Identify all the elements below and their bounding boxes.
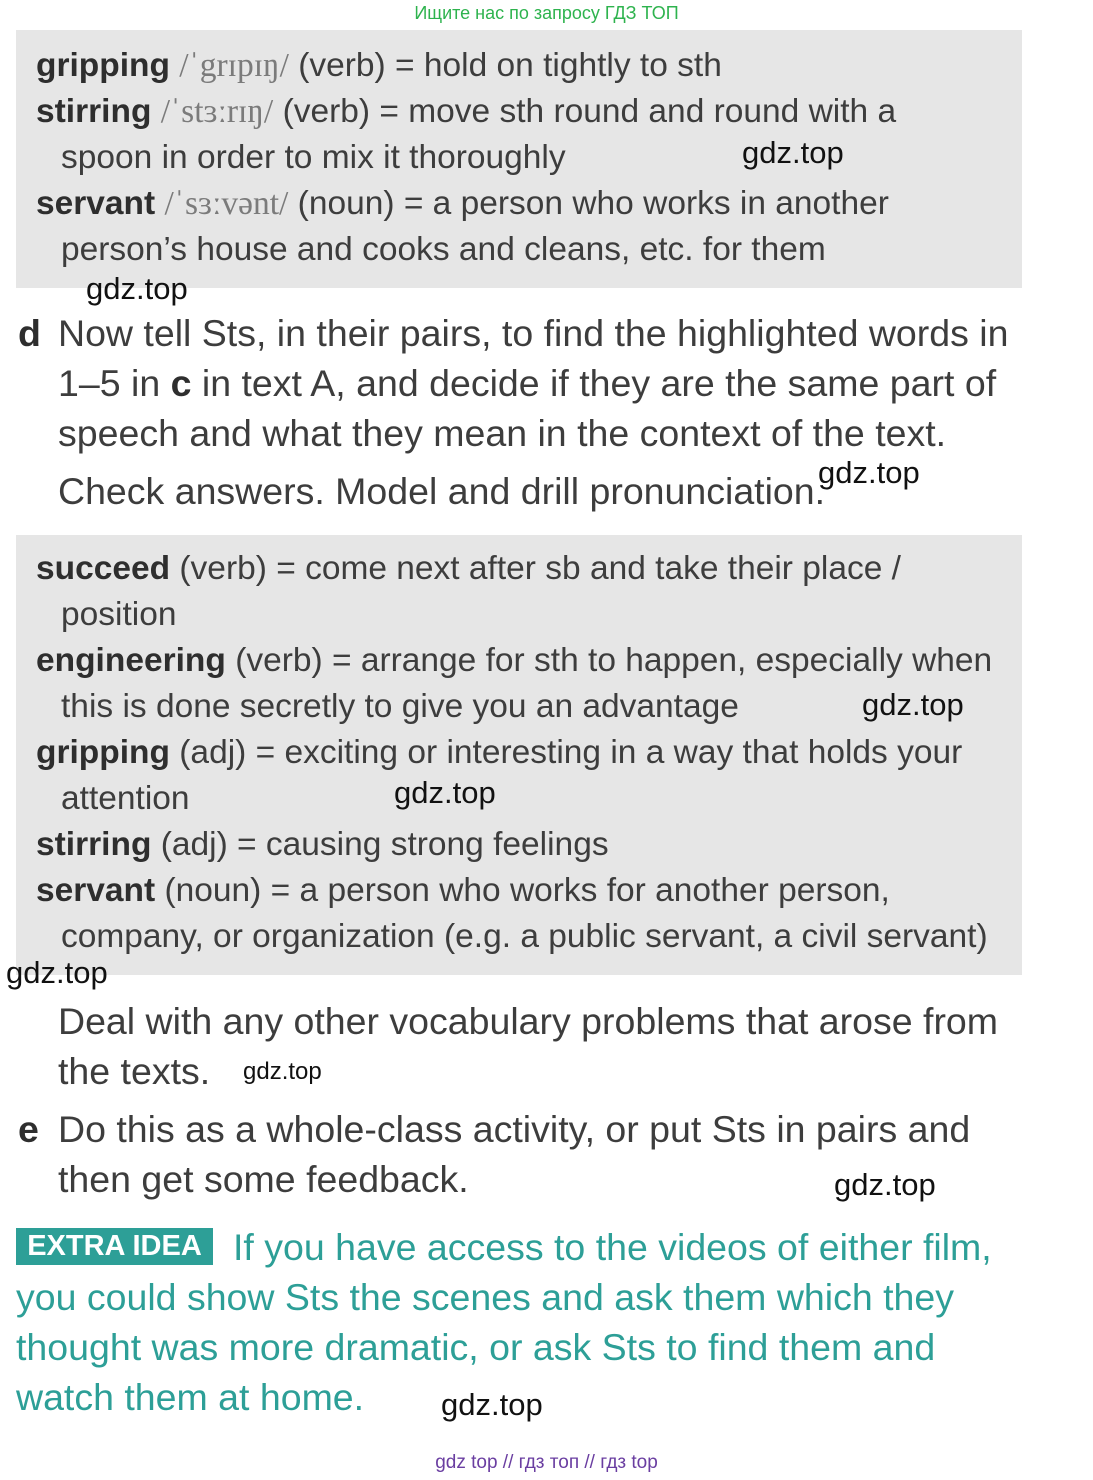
definition: (verb) = hold on tightly to sth <box>298 47 722 84</box>
watermark: gdz.top <box>862 687 964 722</box>
headword: gripping <box>36 734 170 771</box>
definition-continuation: this is done secretly to give you an advantage <box>61 688 739 725</box>
headword: gripping <box>36 47 170 84</box>
vocab-entry-gripping <box>36 730 1022 776</box>
instruction-text: 1–5 in <box>58 362 161 404</box>
vocab-entry-gripping <box>36 43 1022 89</box>
definition: (noun) = a person who works in another <box>297 185 889 222</box>
watermark: gdz.top <box>742 135 844 170</box>
watermark: gdz.top <box>243 1058 322 1085</box>
watermark: gdz.top <box>86 271 188 306</box>
instruction-line: Check answers. Model and drill pronunciation. <box>58 470 826 512</box>
instruction-line: Deal with any other vocabulary problems that arose from <box>58 1000 999 1042</box>
headword: engineering <box>36 642 226 679</box>
footer-watermark: gdz top // гдз топ // гдз top <box>435 1452 658 1473</box>
vocabulary-box-2 <box>16 535 1022 975</box>
instruction-line: speech and what they mean in the context of the text. <box>58 412 947 454</box>
vocab-entry-succeed <box>36 546 1022 592</box>
vocab-entry-engineering <box>36 638 1022 684</box>
definition: (verb) = arrange for sth to happen, especially when <box>235 642 993 679</box>
search-hint-banner: Ищите нас по запросу ГДЗ ТОП <box>414 3 679 23</box>
step-label-e: e <box>18 1108 39 1150</box>
vocab-entry-servant <box>36 868 1022 914</box>
pronunciation: /ˈstɜːrɪŋ/ <box>160 93 274 130</box>
watermark: gdz.top <box>6 955 108 990</box>
watermark: gdz.top <box>441 1387 543 1422</box>
headword: servant <box>36 185 156 222</box>
definition: (noun) = a person who works for another person, <box>164 872 890 909</box>
watermark: gdz.top <box>394 775 496 810</box>
instruction-note <box>58 996 998 1096</box>
vocab-entry-servant <box>36 181 1022 227</box>
definition: (verb) = come next after sb and take their place / <box>179 550 901 587</box>
instruction-line: Do this as a whole-class activity, or put Sts in pairs and <box>58 1108 971 1150</box>
instruction-line: Now tell Sts, in their pairs, to find the highlighted words in <box>58 312 1009 354</box>
definition-continuation: spoon in order to mix it thoroughly <box>61 139 566 176</box>
extra-idea-line: watch them at home. <box>16 1376 365 1418</box>
definition: (adj) = causing strong feelings <box>160 826 609 863</box>
vocab-entry-stirring <box>36 822 1022 868</box>
instruction-text: in text A, and decide if they are the same part of <box>201 362 997 404</box>
definition-continuation: position <box>61 596 177 633</box>
watermark: gdz.top <box>834 1167 936 1202</box>
headword: servant <box>36 872 156 909</box>
vocab-entry-stirring <box>36 89 1022 135</box>
exercise-reference: c <box>170 362 192 404</box>
extra-idea-line: you could show Sts the scenes and ask them which they <box>16 1276 955 1318</box>
instruction-line <box>58 358 1008 408</box>
headword: succeed <box>36 550 171 587</box>
headword: stirring <box>36 826 152 863</box>
instruction-line: then get some feedback. <box>58 1158 469 1200</box>
headword: stirring <box>36 93 152 130</box>
instruction-line: the texts. <box>58 1050 211 1092</box>
watermark: gdz.top <box>818 455 920 490</box>
definition-continuation: person’s house and cooks and cleans, etc. for them <box>61 231 826 268</box>
extra-idea-line: If you have access to the videos of either film, <box>233 1226 992 1268</box>
vocabulary-box-1 <box>16 30 1022 288</box>
step-label-d: d <box>18 312 41 354</box>
extra-idea-badge: EXTRA IDEA <box>16 1228 213 1265</box>
extra-idea-line: thought was more dramatic, or ask Sts to find them and <box>16 1326 936 1368</box>
pronunciation: /ˈgrɪpɪŋ/ <box>179 47 289 84</box>
definition: (adj) = exciting or interesting in a way that holds your <box>179 734 963 771</box>
definition-continuation: company, or organization (e.g. a public servant, a civil servant) <box>61 918 988 955</box>
definition: (verb) = move sth round and round with a <box>282 93 897 130</box>
definition-continuation: attention <box>61 780 190 817</box>
pronunciation: /ˈsɜːvənt/ <box>164 185 289 222</box>
